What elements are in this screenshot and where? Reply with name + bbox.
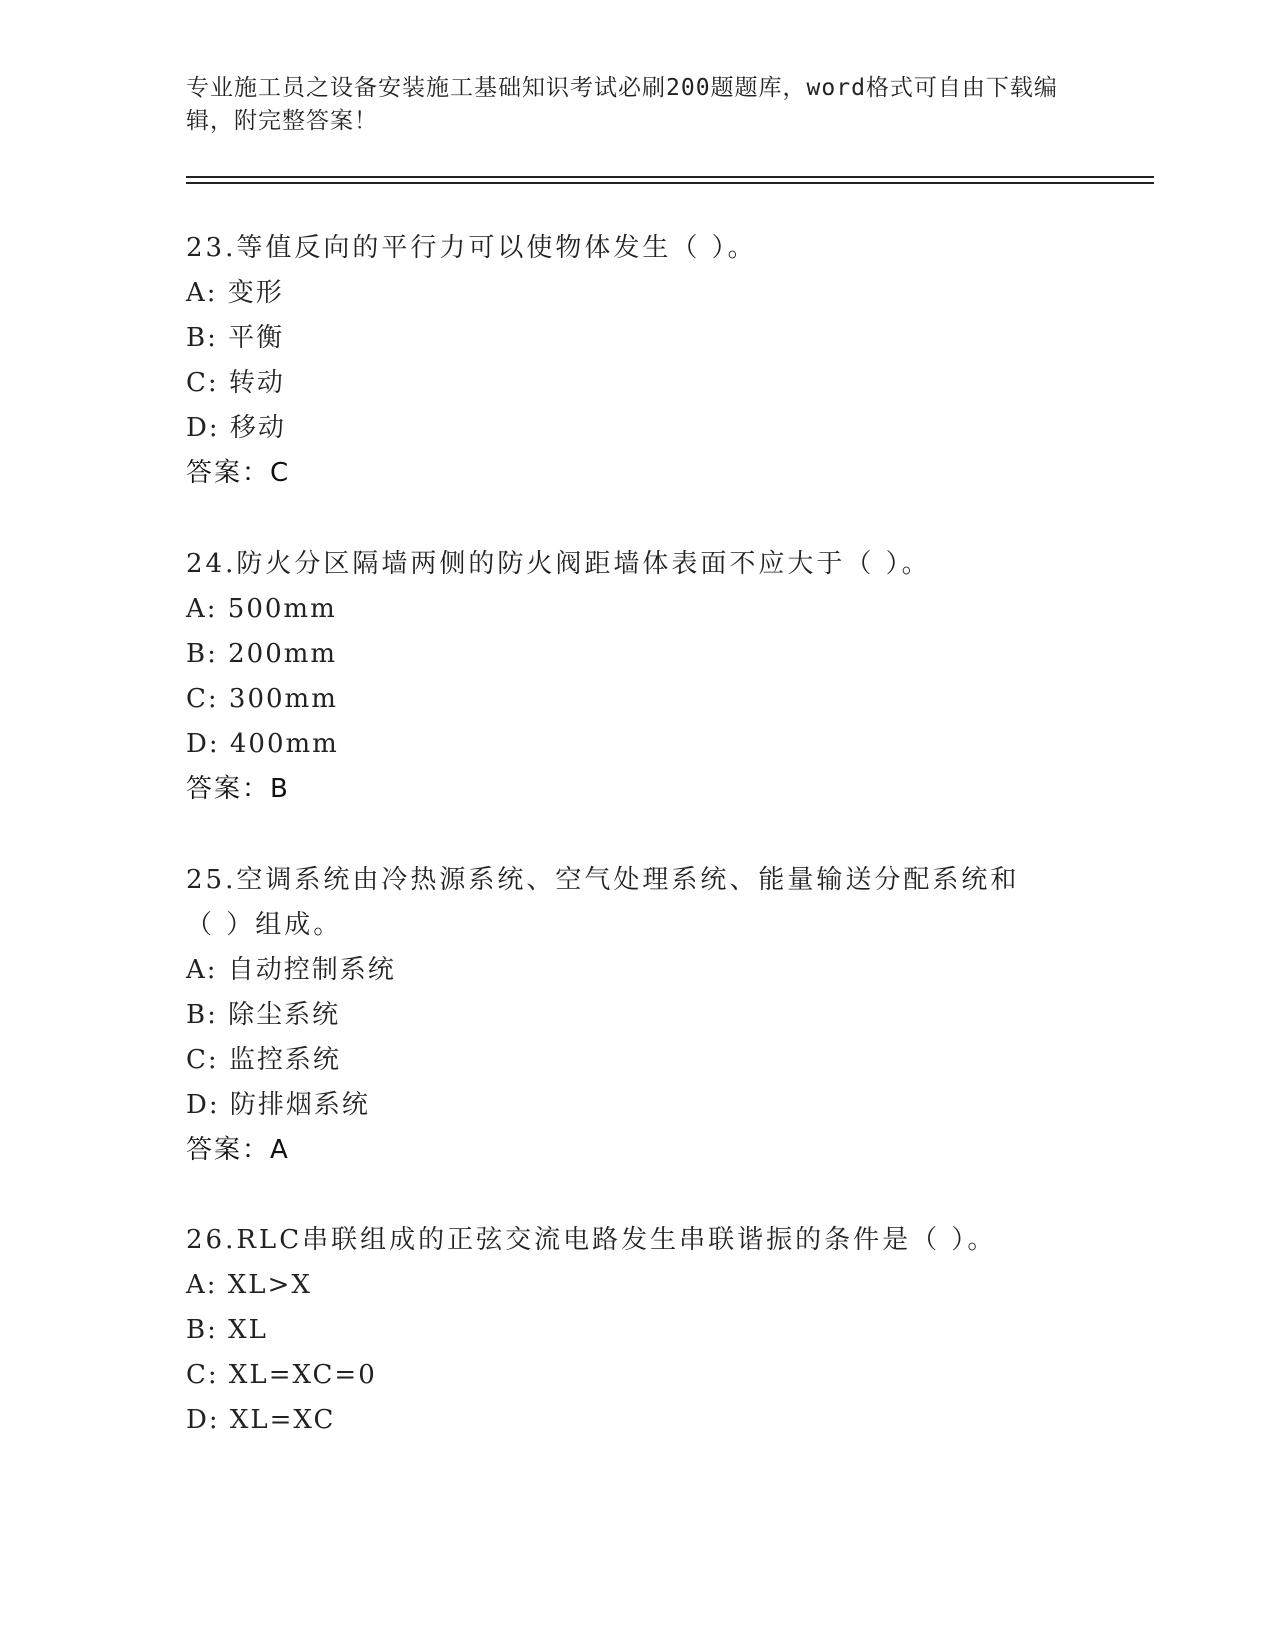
option-c: C: XL=XC=0 <box>186 1360 377 1390</box>
question-stem: 26.RLC串联组成的正弦交流电路发生串联谐振的条件是（ ）。 <box>186 1225 997 1255</box>
option-d: D: XL=XC <box>186 1405 336 1435</box>
header-divider-top <box>186 176 1154 178</box>
option-d: D: 防排烟系统 <box>186 1090 370 1120</box>
question-26 <box>186 1218 1066 1443</box>
answer-key: 答案：B <box>186 774 290 804</box>
option-c: C: 监控系统 <box>186 1045 341 1075</box>
option-a: A: 自动控制系统 <box>186 955 396 985</box>
question-stem: 24.防火分区隔墙两侧的防火阀距墙体表面不应大于（ ）。 <box>186 549 931 579</box>
option-b: B: XL <box>186 1315 268 1345</box>
question-25 <box>186 858 1046 1173</box>
option-c: C: 转动 <box>186 368 285 398</box>
option-c: C: 300mm <box>186 684 338 714</box>
question-stem: 23.等值反向的平行力可以使物体发生（ ）。 <box>186 233 757 263</box>
option-a: A: 500mm <box>186 594 337 624</box>
option-b: B: 除尘系统 <box>186 1000 341 1030</box>
question-23 <box>186 226 1066 496</box>
option-a: A: XL>X <box>186 1270 312 1300</box>
document-header <box>186 72 1066 138</box>
question-stem: 25.空调系统由冷热源系统、空气处理系统、能量输送分配系统和（ ）组成。 <box>186 865 1020 940</box>
option-b: B: 平衡 <box>186 323 285 353</box>
answer-key: 答案：C <box>186 458 291 488</box>
header-intro-text: 专业施工员之设备安装施工基础知识考试必刷200题题库，word格式可自由下载编辑，附完整答案！ <box>186 75 1058 134</box>
option-d: D: 400mm <box>186 729 339 759</box>
question-24 <box>186 542 1066 812</box>
option-b: B: 200mm <box>186 639 338 669</box>
option-d: D: 移动 <box>186 413 286 443</box>
option-a: A: 变形 <box>186 278 284 308</box>
header-divider-bottom <box>186 182 1154 184</box>
answer-key: 答案：A <box>186 1135 290 1165</box>
